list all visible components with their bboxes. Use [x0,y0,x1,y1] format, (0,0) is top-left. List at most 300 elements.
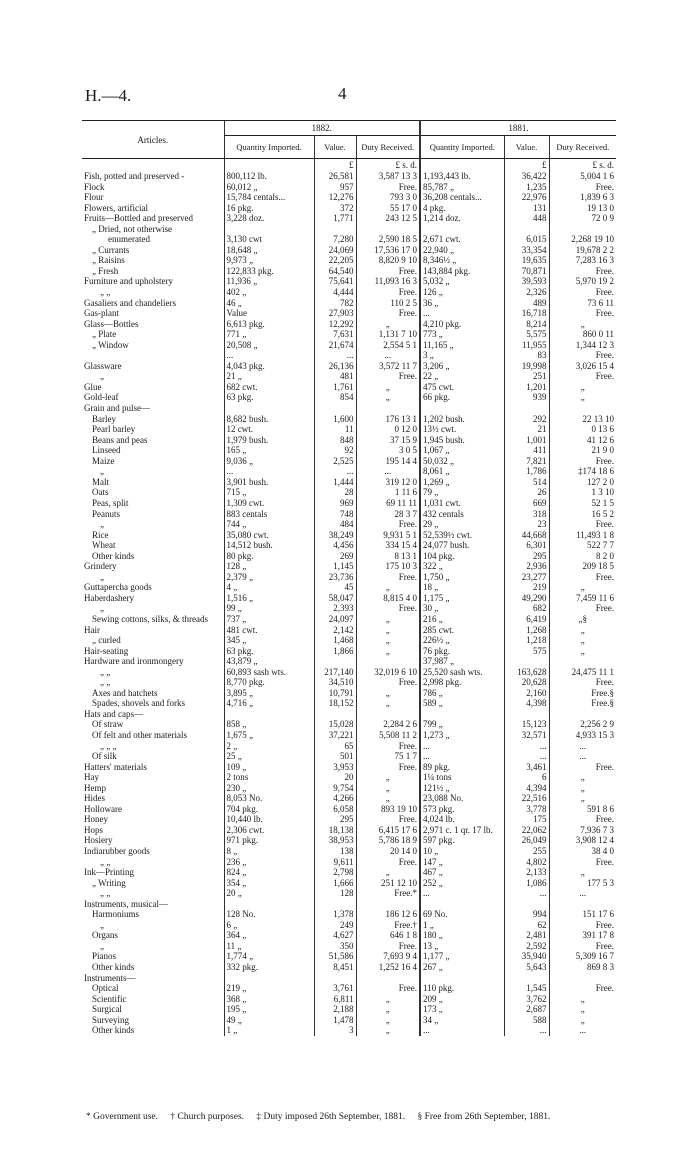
quantity-1881-cell: 267 „ [420,962,504,973]
duty-1881-cell: Free. [549,920,616,931]
article-cell: Peas, split [92,497,129,508]
duty-header-1882: Duty Received. [356,136,420,159]
duty-1881-cell: „ [549,582,616,593]
value-1881-cell: 1,235 [504,182,549,193]
quantity-1882-cell: 99 „ [224,603,314,614]
table-row [82,582,616,593]
quantity-1881-cell: 467 „ [420,867,504,878]
value-1881-cell: 219 [504,582,549,593]
value-1882-cell: 6,811 [314,994,356,1005]
value-1881-cell: 669 [504,498,549,509]
value-1881-cell [504,656,549,667]
duty-1881-cell: Free. [549,941,616,952]
article-cell: Wheat [92,540,116,551]
quantity-1881-cell: 209 „ [420,994,504,1005]
quantity-1882-cell: 737 „ [224,614,314,625]
article-cell: Scientific [92,993,127,1004]
table-row [82,899,616,910]
value-1882-cell: 2,142 [314,625,356,636]
value-1882-cell: 269 [314,551,356,562]
value-1882-cell: 4,266 [314,793,356,804]
value-1882-cell: 18,152 [314,698,356,709]
table-row [82,667,616,678]
article-cell: Flour [84,192,104,203]
quantity-1882-cell: 8,682 bush. [224,414,314,425]
year-1881-header: 1881. [420,121,616,136]
article-cell: Of felt and other materials [92,729,187,740]
value-1881-cell: 2,160 [504,688,549,699]
value-1882-cell: 854 [314,392,356,403]
value-1882-cell: 1,866 [314,646,356,657]
value-1882-cell: 26,136 [314,361,356,372]
value-1882-cell: 45 [314,582,356,593]
value-1881-cell: 26,049 [504,835,549,846]
duty-1882-cell: „ [356,1025,420,1036]
duty-1882-cell: 6,415 17 6 [356,825,420,836]
quantity-1882-cell: 332 pkg. [224,962,314,973]
value-1881-cell: 2,481 [504,930,549,941]
duty-1881-cell: „ [549,1004,616,1015]
table-row [82,540,616,551]
value-1881-cell: 251 [504,371,549,382]
duty-1882-cell: Free. [356,741,420,752]
quantity-1882-cell: 1,774 „ [224,951,314,962]
duty-1882-cell: 251 12 10 [356,878,420,889]
value-1881-cell: 39,593 [504,276,549,287]
duty-1881-cell: Free. [549,308,616,319]
value-1881-cell [504,224,549,235]
quantity-1881-cell: 2,998 pkg. [420,677,504,688]
value-1881-cell: 3,762 [504,994,549,1005]
article-cell: Of straw [92,719,124,730]
quantity-1881-cell: 2,971 c. 1 qr. 17 lb. [420,825,504,836]
value-1882-cell: 12,292 [314,319,356,330]
value-1882-cell [314,224,356,235]
quantity-1882-cell: 63 pkg. [224,646,314,657]
quantity-1882-cell: 49 „ [224,1015,314,1026]
table-row [82,888,616,899]
article-cell: „ „ [100,287,111,298]
value-1881-cell: 32,571 [504,730,549,741]
article-cell: „ [100,919,104,930]
quantity-1881-cell: 1 „ [420,920,504,931]
value-1882-cell: 7,280 [314,234,356,245]
quantity-1882-cell: 481 cwt. [224,625,314,636]
quantity-1882-cell: 80 pkg. [224,551,314,562]
value-1881-cell: 588 [504,1015,549,1026]
quantity-1882-cell: 35,080 cwt. [224,530,314,541]
value-1882-cell: 75,641 [314,276,356,287]
table-row [82,698,616,709]
table-row [82,656,616,667]
value-1881-cell: 2,936 [504,561,549,572]
article-cell: Peanuts [92,508,120,519]
quantity-1882-cell: 195 „ [224,1004,314,1015]
value-1881-cell: 514 [504,477,549,488]
value-1882-cell: 1,478 [314,1015,356,1026]
value-1881-cell: 22,062 [504,825,549,836]
article-cell: Holloware [84,803,122,814]
footnote-government: * Government use. [86,1112,159,1122]
value-1881-cell: 6 [504,772,549,783]
duty-1882-cell: 55 17 0 [356,203,420,214]
duty-1881-cell: 209 18 5 [549,561,616,572]
quantity-1881-cell: 24,077 bush. [420,540,504,551]
duty-1882-cell: „ [356,635,420,646]
duty-1882-cell [356,899,420,910]
duty-1882-cell: Free. [356,287,420,298]
quantity-1882-cell: 704 pkg. [224,804,314,815]
duty-1881-cell: 72 0 9 [549,213,616,224]
duty-1882-cell: 110 2 5 [356,298,420,309]
value-1882-cell: ... [314,466,356,477]
article-cell: Spades, shovels and forks [92,698,185,709]
value-1882-cell: 350 [314,941,356,952]
duty-1882-cell: Free. [356,857,420,868]
quantity-1881-cell: 4,210 pkg. [420,319,504,330]
duty-1881-cell: 19,678 2 2 [549,245,616,256]
quantity-1882-cell: 20,508 „ [224,340,314,351]
value-1881-cell: 131 [504,203,549,214]
quantity-1881-cell: 69 No. [420,909,504,920]
table-row [82,930,616,941]
table-row [82,962,616,973]
value-1881-cell: 489 [504,298,549,309]
value-1881-cell: 16,718 [504,308,549,319]
table-row [82,224,616,235]
quantity-1881-cell: 173 „ [420,1004,504,1015]
duty-1882-cell: 0 12 0 [356,424,420,435]
table-row [82,878,616,889]
table-row [82,371,616,382]
value-1881-cell: 2,326 [504,287,549,298]
currency-duty-1881: £ s. d. [549,159,616,172]
value-1882-cell: 3 [314,1025,356,1036]
quantity-1881-cell: 432 centals [420,509,504,520]
value-1882-cell: 11 [314,424,356,435]
quantity-1882-cell: 128 No. [224,909,314,920]
quantity-1881-cell [420,709,504,720]
quantity-1882-cell: 15,784 centals... [224,192,314,203]
article-cell: Hosiery [84,835,113,846]
article-cell: Hides [84,793,105,804]
value-1882-cell: 28 [314,487,356,498]
table-row [82,751,616,762]
quantity-1882-cell: 8 „ [224,846,314,857]
quantity-1882-cell: 230 „ [224,783,314,794]
value-1882-cell: 295 [314,814,356,825]
table-row [82,530,616,541]
duty-1882-cell: Free. [356,762,420,773]
table-row [82,287,616,298]
quantity-1881-cell: 52,539½ cwt. [420,530,504,541]
article-cell: Fruits—Bottled and preserved [84,213,193,224]
value-1881-cell: 1,786 [504,466,549,477]
value-1881-cell: 411 [504,445,549,456]
value-1882-cell: 372 [314,203,356,214]
table-row [82,509,616,520]
duty-1882-cell: „ [356,783,420,794]
quantity-1881-cell: 8,346½ „ [420,255,504,266]
duty-1882-cell [356,973,420,984]
value-1881-cell: 292 [504,414,549,425]
duty-1881-cell [549,224,616,235]
quantity-1881-cell: 1,031 cwt. [420,498,504,509]
article-cell: Haberdashery [84,592,134,603]
quantity-1882-cell: 6,613 pkg. [224,319,314,330]
table-row [82,572,616,583]
value-1881-cell: 4,398 [504,698,549,709]
currency-value-1882: £ [314,159,356,172]
value-1881-cell: 1,268 [504,625,549,636]
duty-1882-cell: „ [356,1015,420,1026]
duty-1882-cell: „ [356,867,420,878]
article-cell: „ [100,466,104,477]
table-row [82,382,616,393]
value-1881-cell [504,899,549,910]
duty-1882-cell: 17,536 17 0 [356,245,420,256]
value-1882-cell: 92 [314,445,356,456]
duty-1882-cell: 7,693 9 4 [356,951,420,962]
quantity-1882-cell [224,224,314,235]
article-cell: Other kinds [92,962,135,973]
duty-1882-cell: 5,508 11 2 [356,730,420,741]
duty-1881-cell: 3,908 12 4 [549,835,616,846]
duty-1882-cell: „ [356,698,420,709]
value-1882-cell: 38,249 [314,530,356,541]
article-cell: „ curled [92,635,121,646]
table-row [82,730,616,741]
quantity-1882-cell: 128 „ [224,561,314,572]
value-1882-cell: 2,393 [314,603,356,614]
quantity-1882-cell: 122,833 pkg. [224,266,314,277]
value-1882-cell: 24,097 [314,614,356,625]
value-1882-cell: 1,771 [314,213,356,224]
value-1882-cell: 12,276 [314,192,356,203]
quantity-1882-cell: ... [224,466,314,477]
table-row [82,646,616,657]
value-1881-cell: 8,214 [504,319,549,330]
quantity-1881-cell: 126 „ [420,287,504,298]
value-1882-cell: 2,188 [314,1004,356,1015]
duty-1881-cell: ‡174 18 6 [549,466,616,477]
article-cell: Linseed [92,445,121,456]
table-row [82,551,616,562]
article-cell: „ Plate [92,329,117,340]
table-row [82,171,616,182]
duty-1881-cell: 869 8 3 [549,962,616,973]
value-1881-cell: 1,218 [504,635,549,646]
article-cell: „ [100,519,104,530]
value-1881-cell: 682 [504,603,549,614]
quantity-1882-cell: 1,675 „ [224,730,314,741]
quantity-1882-cell: 4 „ [224,582,314,593]
value-1882-cell: 3,953 [314,762,356,773]
value-1882-cell: 1,666 [314,878,356,889]
duty-1881-cell: ... [549,1025,616,1036]
duty-1881-cell: 38 4 0 [549,846,616,857]
value-1882-cell [314,403,356,414]
quantity-1881-cell: 85,787 „ [420,182,504,193]
value-1881-cell: 939 [504,392,549,403]
quantity-1881-cell: 8,061 „ [420,466,504,477]
duty-1882-cell: 32,019 6 10 [356,667,420,678]
quantity-1882-cell: 2 tons [224,772,314,783]
value-1881-cell: 7,821 [504,456,549,467]
article-cell: Maize [92,455,115,466]
value-1882-cell: 1,145 [314,561,356,572]
duty-1882-cell: ... [356,466,420,477]
quantity-1881-cell: 30 „ [420,603,504,614]
quantity-1882-cell: 63 pkg. [224,392,314,403]
footnote-church: † Church purposes. [170,1112,245,1122]
table-row [82,825,616,836]
table-row [82,466,616,477]
table-row [82,762,616,773]
article-cell: Surgical [92,1004,122,1015]
quantity-1881-cell: ... [420,1025,504,1036]
quantity-1881-cell: ... [420,308,504,319]
article-cell: Hatters' materials [84,761,147,772]
duty-1881-cell: 2,256 2 9 [549,719,616,730]
table-row [82,203,616,214]
duty-1881-cell: 5,004 1 6 [549,171,616,182]
duty-1882-cell: 5,786 18 9 [356,835,420,846]
value-1881-cell: 1,201 [504,382,549,393]
duty-1881-cell: „ [549,319,616,330]
duty-1881-cell: Free. [549,182,616,193]
table-row [82,909,616,920]
duty-1881-cell: 24,475 11 1 [549,667,616,678]
quantity-1882-cell: 3,895 „ [224,688,314,699]
quantity-1881-cell: 589 „ [420,698,504,709]
duty-1881-cell: 16 5 2 [549,509,616,520]
quantity-1882-cell: 236 „ [224,857,314,868]
quantity-1882-cell: 2,306 cwt. [224,825,314,836]
value-1881-cell: 575 [504,646,549,657]
duty-1881-cell: 73 6 11 [549,298,616,309]
footnotes [86,1112,560,1122]
table-row [82,213,616,224]
value-1882-cell: 4,627 [314,930,356,941]
quantity-1881-cell: 89 pkg. [420,762,504,773]
quantity-1882-cell: 16 pkg. [224,203,314,214]
duty-1881-cell: 5,309 16 7 [549,951,616,962]
table-row [82,245,616,256]
duty-1881-cell: Free. [549,371,616,382]
article-cell: „ „ „ [100,740,117,751]
duty-1882-cell: 28 3 7 [356,509,420,520]
duty-1881-cell: „ [549,646,616,657]
value-1882-cell: 484 [314,519,356,530]
table-row [82,593,616,604]
duty-1882-cell: 1 11 6 [356,487,420,498]
table-row [82,973,616,984]
quantity-header-1882: Quantity Imported. [224,136,314,159]
duty-1882-cell: 8,815 4 0 [356,593,420,604]
duty-1882-cell: „ [356,582,420,593]
value-1882-cell: 23,736 [314,572,356,583]
quantity-1881-cell: 110 pkg. [420,983,504,994]
quantity-1881-cell: 226½ „ [420,635,504,646]
article-cell: Surveying [92,1014,129,1025]
quantity-1881-cell: 13 „ [420,941,504,952]
value-1882-cell [314,899,356,910]
quantity-1882-cell: 9,973 „ [224,255,314,266]
table-row [82,603,616,614]
quantity-1881-cell: 121½ „ [420,783,504,794]
quantity-1882-cell: 1,979 bush. [224,435,314,446]
duty-1882-cell: Free. [356,519,420,530]
quantity-1881-cell: 799 „ [420,719,504,730]
duty-1882-cell: 195 14 4 [356,456,420,467]
table-row [82,403,616,414]
value-1881-cell: 22,516 [504,793,549,804]
value-1882-cell: 2,525 [314,456,356,467]
duty-1881-cell: „ [549,1015,616,1026]
duty-1881-cell: Free. [549,266,616,277]
value-1881-cell: 994 [504,909,549,920]
quantity-1882-cell: 10,440 lb. [224,814,314,825]
table-row [82,435,616,446]
quantity-1881-cell: 13½ cwt. [420,424,504,435]
quantity-1882-cell: 25 „ [224,751,314,762]
quantity-1882-cell: 46 „ [224,298,314,309]
duty-1882-cell: Free. [356,603,420,614]
value-1881-cell: 26 [504,487,549,498]
value-1881-cell: 70,871 [504,266,549,277]
quantity-1881-cell: 29 „ [420,519,504,530]
quantity-1881-cell: 18 „ [420,582,504,593]
value-1882-cell [314,709,356,720]
value-1881-cell: 3,778 [504,804,549,815]
duty-1881-cell: ... [549,751,616,762]
duty-1882-cell: 8,820 9 10 [356,255,420,266]
quantity-1881-cell [420,973,504,984]
value-1881-cell: 448 [504,213,549,224]
article-cell: Of silk [92,751,117,762]
imports-table [82,120,616,1036]
value-1882-cell: 6,058 [314,804,356,815]
table-row [82,951,616,962]
quantity-1882-cell: 12 cwt. [224,424,314,435]
quantity-1881-cell: 1,214 doz. [420,213,504,224]
value-1882-cell: 1,600 [314,414,356,425]
table-row [82,793,616,804]
table-row [82,994,616,1005]
table-row [82,445,616,456]
duty-1882-cell: Free. [356,941,420,952]
value-1882-cell [314,973,356,984]
article-cell: Instruments— [84,972,136,983]
article-cell: Sewing cottons, silks, & threads [92,613,208,624]
duty-1881-cell: „ [549,382,616,393]
table-row [82,941,616,952]
duty-1882-cell: Free.† [356,920,420,931]
quantity-1881-cell: 180 „ [420,930,504,941]
duty-1881-cell: 41 12 6 [549,435,616,446]
table-row [82,519,616,530]
duty-1881-cell: 4,933 15 3 [549,730,616,741]
duty-1881-cell: Free. [549,857,616,868]
quantity-1881-cell: 475 cwt. [420,382,504,393]
article-cell: „ Writing [92,877,126,888]
duty-1881-cell: Free. [549,677,616,688]
article-cell: Hats and caps— [84,708,143,719]
quantity-1882-cell: 824 „ [224,867,314,878]
quantity-1882-cell: 2,379 „ [224,572,314,583]
duty-1881-cell: „§ [549,614,616,625]
